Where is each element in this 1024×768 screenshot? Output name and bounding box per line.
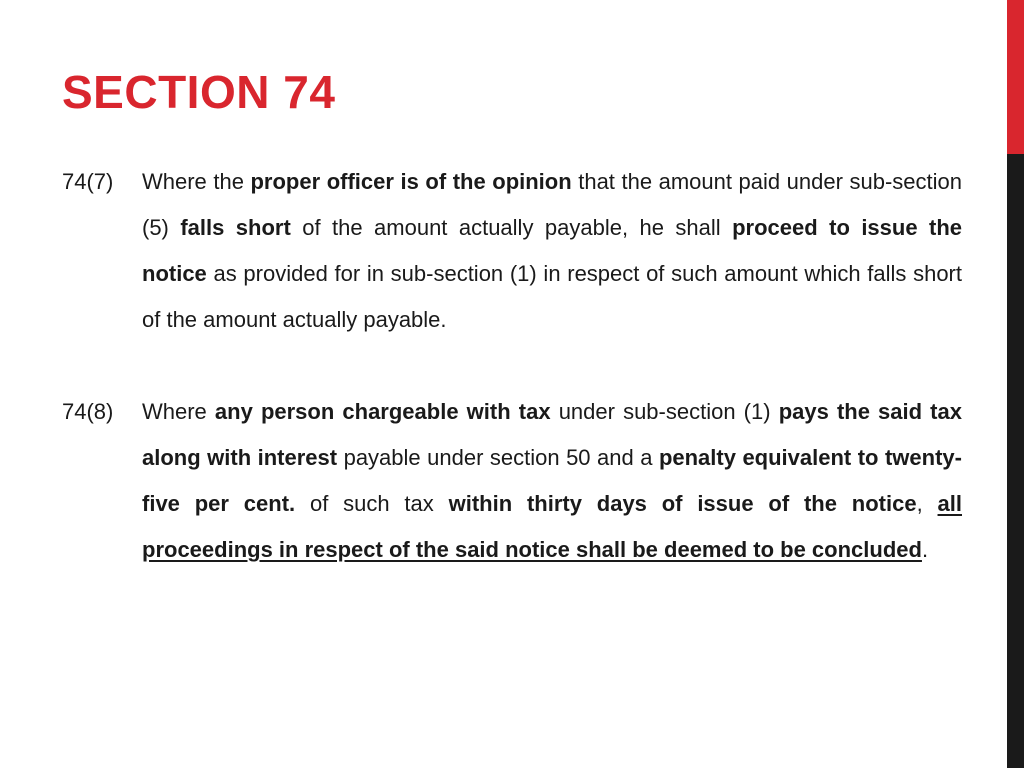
- text-segment: Where: [142, 399, 215, 424]
- emphasis-segment: proceed to issue the notice: [142, 215, 963, 286]
- emphasis-segment: within thirty days of issue of the notice: [448, 491, 917, 516]
- emphasis-segment: any person chargeable with tax: [214, 399, 551, 424]
- emphasis-segment: proper officer is of the opinion: [250, 169, 572, 194]
- accent-bar: [1007, 0, 1024, 768]
- slide-title: SECTION 74: [62, 66, 336, 118]
- accent-bar-dark-segment: [1007, 154, 1024, 768]
- text-segment: as provided for in sub-section (1) in respect of such amount which falls short of the amount actually payable.: [142, 261, 962, 332]
- text-segment: ,: [916, 491, 938, 516]
- text-segment: of such tax: [295, 491, 449, 516]
- clause-number: 74(7): [62, 169, 114, 194]
- underlined-conclusion-segment: all proceedings in respect of the said notice shall be deemed to be concluded: [142, 491, 962, 562]
- text-segment: .: [921, 537, 929, 562]
- text-segment: that the amount paid under sub-section (5): [142, 169, 962, 240]
- text-segment: of the amount actually payable, he shall: [290, 215, 733, 240]
- emphasis-segment: falls short: [180, 215, 291, 240]
- clause-number: 74(8): [62, 399, 114, 424]
- accent-bar-red-segment: [1007, 0, 1024, 154]
- clause-text: [142, 159, 962, 343]
- clause-text: [142, 389, 962, 573]
- clause-74-7: [62, 159, 962, 343]
- emphasis-segment: penalty equivalent to twenty-five per cent.: [142, 445, 962, 516]
- emphasis-segment: pays the said tax along with interest: [142, 399, 962, 470]
- text-segment: Where the: [142, 169, 251, 194]
- text-segment: under sub-section (1): [550, 399, 779, 424]
- clause-74-8: [62, 389, 962, 573]
- text-segment: payable under section 50 and a: [337, 445, 659, 470]
